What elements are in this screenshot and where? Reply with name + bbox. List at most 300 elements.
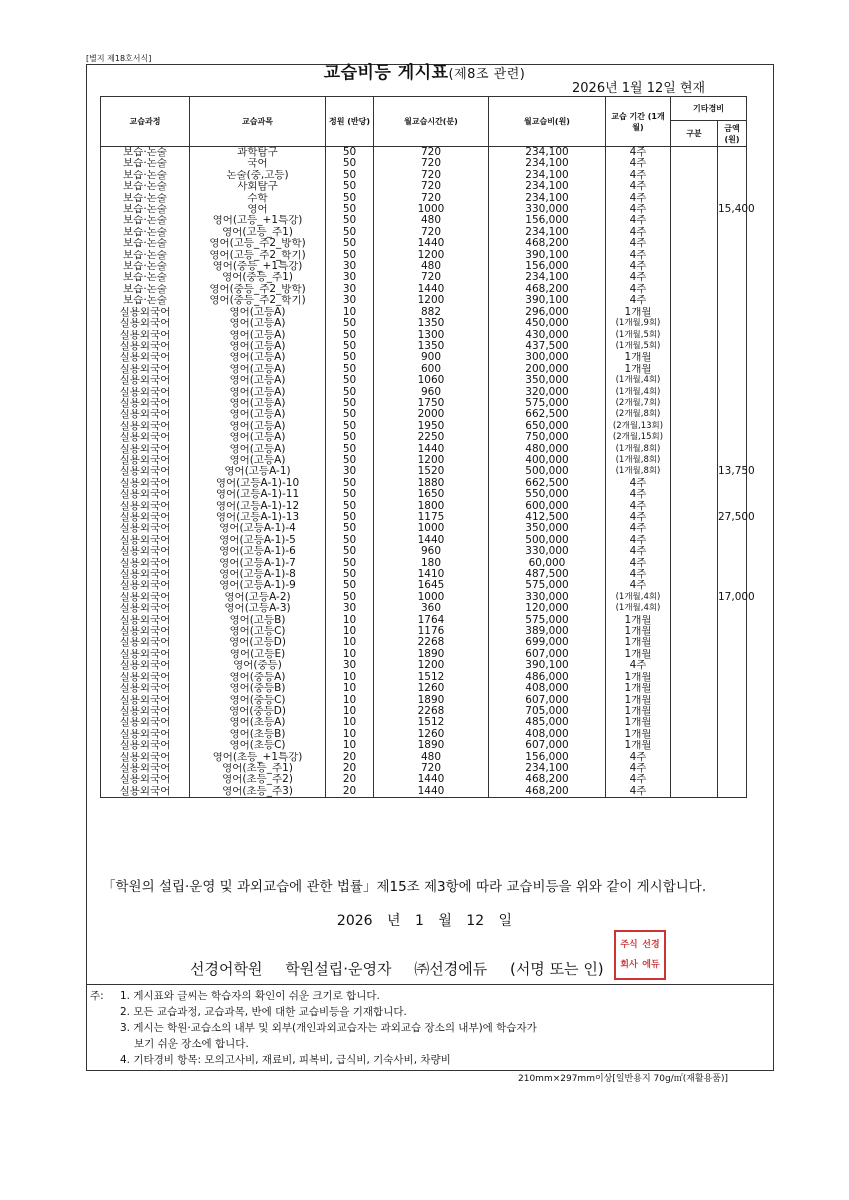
- table-row: [101, 637, 747, 648]
- cell-fee: 550,000: [489, 489, 606, 500]
- note-item: 보기 쉬운 장소에 합니다.: [134, 1038, 249, 1050]
- cell-period: 1개월: [606, 729, 671, 740]
- cell-course: 보습·논술: [101, 272, 190, 283]
- cell-fee: 390,100: [489, 295, 606, 306]
- cell-course: 실용외국어: [101, 364, 190, 375]
- cell-other-amount: [718, 740, 747, 751]
- cell-other-amount: [718, 546, 747, 557]
- cell-other-amount: [718, 295, 747, 306]
- cell-other-amount: [718, 478, 747, 489]
- title-main: 교습비등 게시표: [323, 63, 449, 83]
- cell-other-amount: [718, 409, 747, 420]
- cell-other-amount: [718, 341, 747, 352]
- header-capacity: 정원 (반당): [326, 97, 374, 147]
- cell-capacity: 10: [326, 683, 374, 694]
- table-row: [101, 786, 747, 798]
- academy-name: 선경어학원: [190, 960, 263, 978]
- cell-other-type: [671, 786, 718, 798]
- cell-other-amount: [718, 626, 747, 637]
- table-row: [101, 774, 747, 785]
- cell-period: (1개월,8회): [606, 455, 671, 466]
- table-row: [101, 569, 747, 580]
- cell-other-amount: [718, 330, 747, 341]
- table-row: [101, 227, 747, 238]
- cell-subject: 영어(중등_주1): [190, 272, 326, 283]
- cell-fee: 607,000: [489, 740, 606, 751]
- note-item: 3. 게시는 학원·교습소의 내부 및 외부(개인과외교습자는 과외교습 장소의 내부)에 학습자가: [120, 1022, 537, 1034]
- cell-capacity: 10: [326, 615, 374, 626]
- cell-capacity: 10: [326, 307, 374, 318]
- cell-subject: 영어(초등_주1): [190, 763, 326, 774]
- cell-other-amount: [718, 398, 747, 409]
- cell-period: (1개월,8회): [606, 466, 671, 477]
- cell-hours: 1350: [374, 341, 489, 352]
- cell-period: (1개월,4회): [606, 387, 671, 398]
- cell-course: 실용외국어: [101, 695, 190, 706]
- cell-hours: 720: [374, 147, 489, 159]
- cell-fee: 575,000: [489, 615, 606, 626]
- cell-fee: 662,500: [489, 409, 606, 420]
- statement-date: 2026 년 1 월 12 일: [336, 913, 513, 929]
- cell-other-type: [671, 695, 718, 706]
- table-row: [101, 204, 747, 215]
- cell-subject: 영어(고등A): [190, 341, 326, 352]
- cell-period: 4주: [606, 261, 671, 272]
- notes: [90, 988, 537, 1068]
- cell-hours: 720: [374, 170, 489, 181]
- cell-fee: 468,200: [489, 786, 606, 798]
- cell-course: 보습·논술: [101, 295, 190, 306]
- cell-subject: 영어(고등A-1)-6: [190, 546, 326, 557]
- cell-capacity: 10: [326, 729, 374, 740]
- cell-hours: 600: [374, 364, 489, 375]
- cell-hours: 720: [374, 763, 489, 774]
- cell-course: 실용외국어: [101, 649, 190, 660]
- cell-other-type: [671, 683, 718, 694]
- cell-capacity: 50: [326, 432, 374, 443]
- cell-period: 1개월: [606, 706, 671, 717]
- cell-capacity: 20: [326, 763, 374, 774]
- cell-other-amount: [718, 250, 747, 261]
- cell-period: 4주: [606, 512, 671, 523]
- cell-period: 1개월: [606, 637, 671, 648]
- cell-other-amount: [718, 147, 747, 159]
- cell-other-amount: [718, 375, 747, 386]
- cell-hours: 1950: [374, 421, 489, 432]
- cell-period: 4주: [606, 786, 671, 798]
- cell-subject: 영어(고등A): [190, 318, 326, 329]
- cell-period: (1개월,8회): [606, 444, 671, 455]
- cell-period: 4주: [606, 501, 671, 512]
- cell-fee: 750,000: [489, 432, 606, 443]
- cell-period: (1개월,4회): [606, 592, 671, 603]
- cell-period: 4주: [606, 227, 671, 238]
- cell-other-type: [671, 774, 718, 785]
- paper-spec: 210mm×297mm이상[일반용지 70g/㎡(재활용품)]: [518, 1074, 729, 1084]
- cell-course: 실용외국어: [101, 478, 190, 489]
- cell-fee: 234,100: [489, 158, 606, 169]
- cell-fee: 330,000: [489, 546, 606, 557]
- cell-fee: 120,000: [489, 603, 606, 614]
- cell-other-amount: [718, 284, 747, 295]
- cell-other-amount: [718, 523, 747, 534]
- cell-capacity: 50: [326, 250, 374, 261]
- cell-period: 4주: [606, 238, 671, 249]
- cell-subject: 영어(고등A): [190, 421, 326, 432]
- cell-other-type: [671, 580, 718, 591]
- table-row: [101, 147, 747, 159]
- cell-subject: 영어(초등C): [190, 740, 326, 751]
- cell-capacity: 10: [326, 717, 374, 728]
- cell-hours: 2000: [374, 409, 489, 420]
- cell-other-amount: [718, 307, 747, 318]
- header-other-amount: 금액(원): [718, 121, 747, 147]
- cell-other-type: [671, 466, 718, 477]
- cell-subject: 영어(고등A-1)-5: [190, 535, 326, 546]
- table-row: [101, 421, 747, 432]
- cell-other-amount: [718, 729, 747, 740]
- cell-hours: 720: [374, 272, 489, 283]
- cell-course: 실용외국어: [101, 523, 190, 534]
- table-row: [101, 250, 747, 261]
- cell-hours: 1512: [374, 672, 489, 683]
- table-row: [101, 478, 747, 489]
- cell-hours: 1440: [374, 774, 489, 785]
- table-row: [101, 307, 747, 318]
- cell-capacity: 50: [326, 569, 374, 580]
- cell-other-amount: [718, 637, 747, 648]
- cell-capacity: 50: [326, 512, 374, 523]
- cell-other-type: [671, 330, 718, 341]
- cell-fee: 575,000: [489, 580, 606, 591]
- cell-subject: 영어(중등D): [190, 706, 326, 717]
- table-row: [101, 295, 747, 306]
- cell-other-type: [671, 421, 718, 432]
- cell-period: (1개월,5회): [606, 330, 671, 341]
- cell-subject: 영어(고등A-3): [190, 603, 326, 614]
- cell-fee: 600,000: [489, 501, 606, 512]
- cell-subject: 영어(고등D): [190, 637, 326, 648]
- cell-subject: 영어(고등_주2_방학): [190, 238, 326, 249]
- cell-fee: 607,000: [489, 695, 606, 706]
- cell-hours: 1260: [374, 683, 489, 694]
- cell-capacity: 10: [326, 706, 374, 717]
- cell-period: 4주: [606, 546, 671, 557]
- cell-other-amount: [718, 660, 747, 671]
- cell-capacity: 50: [326, 238, 374, 249]
- cell-subject: 국어: [190, 158, 326, 169]
- table-row: [101, 341, 747, 352]
- cell-other-type: [671, 592, 718, 603]
- cell-other-type: [671, 706, 718, 717]
- cell-other-type: [671, 341, 718, 352]
- cell-subject: 영어(고등A): [190, 409, 326, 420]
- cell-hours: 480: [374, 261, 489, 272]
- cell-subject: 영어(고등A): [190, 387, 326, 398]
- cell-fee: 468,200: [489, 284, 606, 295]
- cell-subject: 영어(고등B): [190, 615, 326, 626]
- cell-other-type: [671, 501, 718, 512]
- cell-subject: 영어(중등A): [190, 672, 326, 683]
- table-row: [101, 615, 747, 626]
- cell-course: 보습·논술: [101, 261, 190, 272]
- cell-subject: 영어(중등_주2_학기): [190, 295, 326, 306]
- cell-other-amount: [718, 672, 747, 683]
- cell-hours: 1200: [374, 250, 489, 261]
- cell-capacity: 50: [326, 455, 374, 466]
- cell-other-amount: 27,500: [718, 511, 755, 523]
- cell-other-type: [671, 672, 718, 683]
- cell-course: 실용외국어: [101, 729, 190, 740]
- cell-fee: 350,000: [489, 375, 606, 386]
- cell-fee: 389,000: [489, 626, 606, 637]
- cell-other-type: [671, 170, 718, 181]
- cell-course: 보습·논술: [101, 158, 190, 169]
- cell-subject: 영어(고등A-1)-10: [190, 478, 326, 489]
- cell-course: 실용외국어: [101, 387, 190, 398]
- table-row: [101, 558, 747, 569]
- cell-other-amount: [718, 774, 747, 785]
- cell-period: 1개월: [606, 649, 671, 660]
- cell-fee: 408,000: [489, 683, 606, 694]
- cell-hours: 1890: [374, 649, 489, 660]
- cell-subject: 영어(초등_주2): [190, 774, 326, 785]
- cell-course: 실용외국어: [101, 615, 190, 626]
- cell-fee: 300,000: [489, 352, 606, 363]
- cell-fee: 500,000: [489, 466, 606, 477]
- cell-other-type: [671, 193, 718, 204]
- cell-subject: 영어(고등A): [190, 375, 326, 386]
- cell-other-type: [671, 375, 718, 386]
- cell-capacity: 50: [326, 375, 374, 386]
- cell-course: 보습·논술: [101, 250, 190, 261]
- cell-other-type: [671, 398, 718, 409]
- header-other-type: 구분: [671, 121, 718, 147]
- cell-capacity: 10: [326, 740, 374, 751]
- cell-fee: 430,000: [489, 330, 606, 341]
- fee-table-body: [101, 146, 755, 798]
- cell-capacity: 50: [326, 193, 374, 204]
- cell-hours: 480: [374, 215, 489, 226]
- table-row: [101, 352, 747, 363]
- cell-course: 실용외국어: [101, 580, 190, 591]
- cell-fee: 156,000: [489, 752, 606, 763]
- cell-fee: 450,000: [489, 318, 606, 329]
- cell-capacity: 50: [326, 204, 374, 215]
- cell-capacity: 30: [326, 466, 374, 477]
- cell-other-amount: [718, 181, 747, 192]
- cell-capacity: 30: [326, 284, 374, 295]
- cell-fee: 699,000: [489, 637, 606, 648]
- cell-course: 실용외국어: [101, 592, 190, 603]
- cell-period: 4주: [606, 147, 671, 159]
- cell-other-type: [671, 409, 718, 420]
- cell-period: 1개월: [606, 695, 671, 706]
- cell-hours: 1200: [374, 295, 489, 306]
- cell-period: 4주: [606, 752, 671, 763]
- table-row: [101, 170, 747, 181]
- table-row: [101, 546, 747, 557]
- cell-course: 실용외국어: [101, 717, 190, 728]
- cell-course: 보습·논술: [101, 284, 190, 295]
- cell-course: 실용외국어: [101, 455, 190, 466]
- cell-hours: 1800: [374, 501, 489, 512]
- fee-table: [100, 96, 755, 798]
- cell-fee: 485,000: [489, 717, 606, 728]
- cell-other-type: [671, 272, 718, 283]
- cell-capacity: 10: [326, 626, 374, 637]
- cell-period: 4주: [606, 535, 671, 546]
- cell-hours: 900: [374, 352, 489, 363]
- cell-fee: 234,100: [489, 193, 606, 204]
- cell-hours: 1890: [374, 695, 489, 706]
- table-row: [101, 523, 747, 534]
- cell-other-amount: [718, 364, 747, 375]
- company-seal: [614, 930, 666, 980]
- table-row: [101, 717, 747, 728]
- sign-note: (서명 또는 인): [509, 960, 604, 978]
- table-row: [101, 580, 747, 591]
- cell-other-amount: [718, 649, 747, 660]
- cell-period: (1개월,4회): [606, 603, 671, 614]
- cell-capacity: 20: [326, 752, 374, 763]
- cell-subject: 영어(고등A-1)-8: [190, 569, 326, 580]
- cell-hours: 960: [374, 387, 489, 398]
- cell-hours: 1440: [374, 786, 489, 798]
- cell-subject: 영어(고등A-1): [190, 466, 326, 477]
- cell-other-type: [671, 489, 718, 500]
- notes-divider: [86, 984, 774, 985]
- cell-other-type: [671, 523, 718, 534]
- cell-capacity: 50: [326, 501, 374, 512]
- cell-subject: 영어(중등): [190, 660, 326, 671]
- cell-other-type: [671, 512, 718, 523]
- cell-capacity: 50: [326, 478, 374, 489]
- cell-other-type: [671, 717, 718, 728]
- cell-period: 4주: [606, 215, 671, 226]
- cell-hours: 1650: [374, 489, 489, 500]
- cell-other-type: [671, 546, 718, 557]
- table-row: [101, 706, 747, 717]
- note-item: 1. 게시표와 글씨는 학습자의 확인이 쉬운 크기로 합니다.: [120, 990, 380, 1002]
- cell-other-type: [671, 535, 718, 546]
- seal-char: 주식: [620, 939, 638, 950]
- cell-fee: 500,000: [489, 535, 606, 546]
- cell-course: 실용외국어: [101, 786, 190, 798]
- cell-other-type: [671, 615, 718, 626]
- table-row: [101, 444, 747, 455]
- cell-capacity: 50: [326, 352, 374, 363]
- cell-course: 실용외국어: [101, 501, 190, 512]
- cell-hours: 1300: [374, 330, 489, 341]
- cell-subject: 영어(중등_+1특강): [190, 261, 326, 272]
- cell-hours: 882: [374, 307, 489, 318]
- cell-course: 실용외국어: [101, 546, 190, 557]
- table-row: [101, 261, 747, 272]
- cell-hours: 1175: [374, 512, 489, 523]
- table-row: [101, 181, 747, 192]
- header-fee: 월교습비(원): [489, 97, 606, 147]
- cell-subject: 영어(고등_주1): [190, 227, 326, 238]
- cell-fee: 437,500: [489, 341, 606, 352]
- cell-hours: 1512: [374, 717, 489, 728]
- cell-other-amount: [718, 752, 747, 763]
- cell-capacity: 50: [326, 592, 374, 603]
- cell-period: 4주: [606, 181, 671, 192]
- cell-other-type: [671, 158, 718, 169]
- signature-line: [190, 958, 622, 979]
- table-row: [101, 466, 747, 477]
- cell-subject: 영어(초등_주3): [190, 786, 326, 798]
- table-row: [101, 375, 747, 386]
- cell-course: 보습·논술: [101, 238, 190, 249]
- cell-subject: 영어(고등C): [190, 626, 326, 637]
- cell-period: 4주: [606, 523, 671, 534]
- cell-fee: 607,000: [489, 649, 606, 660]
- table-row: [101, 432, 747, 443]
- cell-period: (2개월,15회): [606, 432, 671, 443]
- table-row: [101, 284, 747, 295]
- cell-period: 4주: [606, 489, 671, 500]
- cell-course: 실용외국어: [101, 672, 190, 683]
- cell-period: 1개월: [606, 352, 671, 363]
- cell-other-amount: [718, 318, 747, 329]
- cell-subject: 영어(초등A): [190, 717, 326, 728]
- cell-other-type: [671, 752, 718, 763]
- company-name: ㈜선경에듀: [414, 960, 488, 978]
- cell-period: 1개월: [606, 615, 671, 626]
- cell-other-amount: [718, 421, 747, 432]
- cell-course: 실용외국어: [101, 558, 190, 569]
- cell-course: 보습·논술: [101, 170, 190, 181]
- table-row: [101, 489, 747, 500]
- cell-course: 실용외국어: [101, 375, 190, 386]
- cell-capacity: 10: [326, 637, 374, 648]
- cell-period: 1개월: [606, 307, 671, 318]
- cell-fee: 408,000: [489, 729, 606, 740]
- header-subject: 교습과목: [190, 97, 326, 147]
- table-row: [101, 592, 747, 603]
- cell-capacity: 50: [326, 341, 374, 352]
- cell-course: 실용외국어: [101, 444, 190, 455]
- cell-fee: 400,000: [489, 455, 606, 466]
- cell-period: 4주: [606, 193, 671, 204]
- cell-period: 1개월: [606, 717, 671, 728]
- cell-capacity: 30: [326, 261, 374, 272]
- cell-capacity: 50: [326, 318, 374, 329]
- cell-other-type: [671, 729, 718, 740]
- cell-fee: 480,000: [489, 444, 606, 455]
- cell-course: 실용외국어: [101, 569, 190, 580]
- cell-other-amount: [718, 158, 747, 169]
- cell-hours: 720: [374, 181, 489, 192]
- cell-period: 1개월: [606, 672, 671, 683]
- cell-subject: 영어(고등A): [190, 432, 326, 443]
- table-row: [101, 364, 747, 375]
- cell-capacity: 50: [326, 215, 374, 226]
- cell-period: 4주: [606, 660, 671, 671]
- cell-period: 4주: [606, 580, 671, 591]
- cell-fee: 650,000: [489, 421, 606, 432]
- cell-fee: 487,500: [489, 569, 606, 580]
- cell-other-amount: [718, 387, 747, 398]
- cell-other-amount: 17,000: [718, 590, 755, 603]
- cell-other-type: [671, 763, 718, 774]
- table-row: [101, 387, 747, 398]
- cell-other-amount: [718, 238, 747, 249]
- cell-capacity: 20: [326, 774, 374, 785]
- cell-capacity: 50: [326, 158, 374, 169]
